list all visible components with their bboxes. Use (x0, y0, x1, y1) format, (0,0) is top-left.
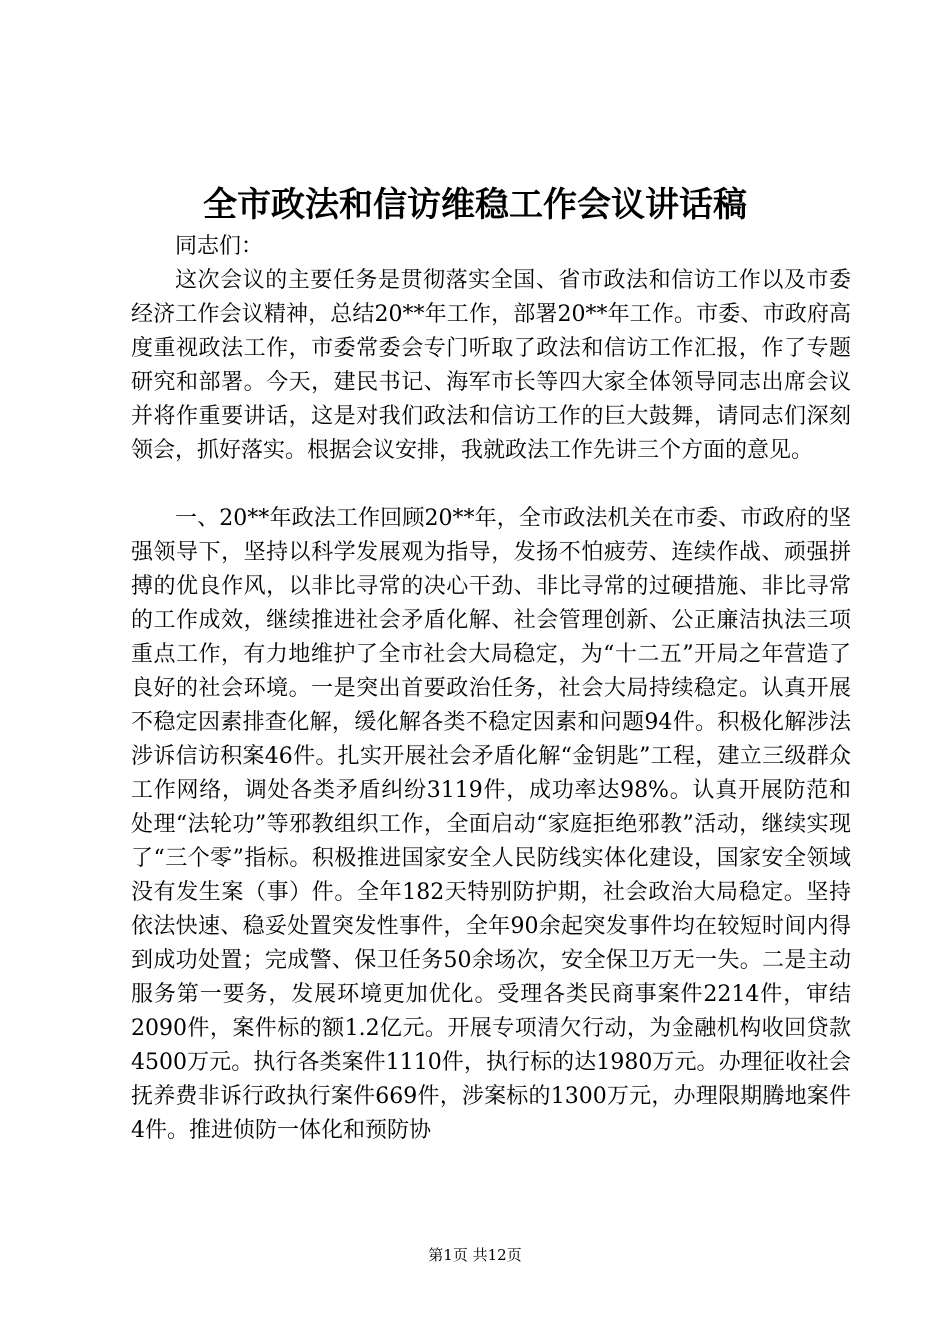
paragraph-intro: 这次会议的主要任务是贯彻落实全国、省市政法和信访工作以及市委经济工作会议精神，总结20**年工作，部署20**年工作。市委、市政府高度重视政法工作，市委常委会专门听取了政法和信访工作汇报，作了专题研究和部署。今天，建民书记、海军市长等四大家全体领导同志出席会议并将作重要讲话，这是对我们政法和信访工作的巨大鼓舞，请同志们深刻领会，抓好落实。根据会议安排，我就政法工作先讲三个方面的意见。 (131, 268, 851, 463)
paragraph-review: 一、20**年政法工作回顾20**年，全市政法机关在市委、市政府的坚强领导下，坚持以科学发展观为指导，发扬不怕疲劳、连续作战、顽强拼搏的优良作风，以非比寻常的决心干劲、非比寻常的过硬措施、非比寻常的工作成效，继续推进社会矛盾化解、社会管理创新、公正廉洁执法三项重点工作，有力地维护了全市社会大局稳定，为“十二五”开局之年营造了良好的社会环境。一是突出首要政治任务，社会大局持续稳定。认真开展不稳定因素排查化解，缓化解各类不稳定因素和问题94件。积极化解涉法涉诉信访积案46件。扎实开展社会矛盾化解“金钥匙”工程，建立三级群众工作网络，调处各类矛盾纠纷3119件，成功率达98%。认真开展防范和处理“法轮功”等邪教组织工作，全面启动“家庭拒绝邪教”活动，继续实现了“三个零”指标。积极推进国家安全人民防线实体化建设，国家安全领域没有发生案（事）件。全年182天特别防护期，社会政治大局稳定。坚持依法快速、稳妥处置突发性事件，全年90余起突发事件均在较短时间内得到成功处置；完成警、保卫任务50余场次，安全保卫万无一失。二是主动服务第一要务，发展环境更加优化。受理各类民商事案件2214件，审结2090件，案件标的额1.2亿元。开展专项清欠行动，为金融机构收回贷款4500万元。执行各类案件1110件，执行标的达1980万元。办理征收社会抚养费非诉行政执行案件669件，涉案标的1300万元，办理限期腾地案件4件。推进侦防一体化和预防协 (131, 506, 851, 1143)
document-title: 全市政法和信访维稳工作会议讲话稿 (203, 185, 747, 225)
document-body (131, 230, 851, 1148)
page-footer: 第1页 共12页 (428, 1246, 522, 1264)
salutation: 同志们： (175, 234, 264, 259)
